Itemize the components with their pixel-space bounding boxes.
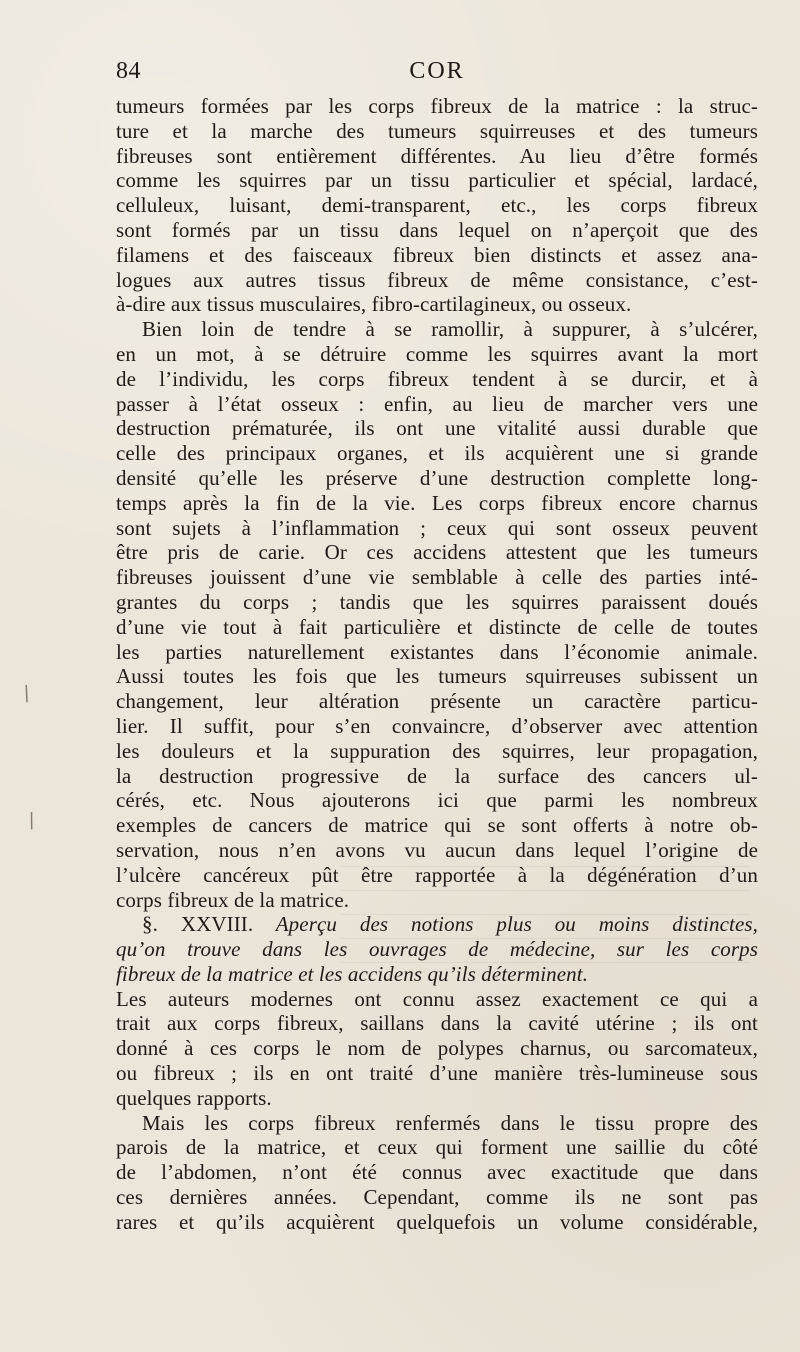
text-line: ces dernières années. Cependant, comme ils ne sont pas [116,1185,758,1210]
text-line: temps après la fin de la vie. Les corps fibreux encore charnus [116,490,758,515]
section-heading-line [116,912,758,937]
text-line: fibreuses sont entièrement différentes. Au lieu d’être formés [116,143,758,168]
text-line: sont sujets à l’inflammation ; ceux qui sont osseux peuvent [116,515,758,540]
body-text [116,94,758,1235]
text-line: tumeurs formées par les corps fibreux de la matrice : la struc- [116,94,758,118]
text-line: celle des principaux organes, et ils acquièrent une si grande [116,441,758,466]
text-line: la destruction progressive de la surface des cancers ul- [116,763,758,788]
text-line: grantes du corps ; tandis que les squirres paraissent doués [116,589,758,614]
text-line: les douleurs et la suppuration des squirres, leur propagation, [116,738,758,763]
text-line: ou fibreux ; ils en ont traité d’une manière très-lumineuse sous [116,1061,758,1086]
text-line: corps fibreux de la matrice. [116,887,350,912]
text-line: changement, leur altération présente un caractère particu- [116,689,758,714]
section-heading-text: Aperçu des notions plus ou moins distinctes, [275,912,758,937]
text-line: fibreuses jouissent d’une vie semblable à celle des parties inté- [116,565,758,590]
text-line: filamens et des faisceaux fibreux bien distincts et assez ana- [116,242,758,267]
section-mark: §. XXVIII. [142,912,254,937]
text-line: Les auteurs modernes ont connu assez exactement ce qui a [116,986,758,1011]
text-line: trait aux corps fibreux, saillans dans la cavité utérine ; ils ont [116,1011,758,1036]
text-line: exemples de cancers de matrice qui se sont offerts à notre ob- [116,813,758,838]
text-line: cérés, etc. Nous ajouterons ici que parmi les nombreux [116,788,758,813]
text-line: quelques rapports. [116,1085,272,1110]
page-header [116,58,758,88]
margin-mark: / [19,680,34,706]
text-line: celluleux, luisant, demi-transparent, etc., les corps fibreux [116,193,758,218]
text-line: Bien loin de tendre à se ramollir, à suppurer, à s’ulcérer, [142,317,758,342]
text-line: de l’individu, les corps fibreux tendent à se durcir, et à [116,366,758,391]
text-line: passer à l’état osseux : enfin, au lieu de marcher vers une [116,391,758,416]
text-line: comme les squirres par un tissu particulier et spécial, lardacé, [116,168,758,193]
text-line: densité qu’elle les préserve d’une destruction complette long- [116,465,758,490]
text-line: parois de la matrice, et ceux qui forment une saillie du côté [116,1135,758,1160]
section-heading-line: qu’on trouve dans les ouvrages de médecine, sur les corps [116,937,758,962]
running-title: COR [409,58,465,84]
text-line: d’une vie tout à fait particulière et distincte de celle de toutes [116,614,758,639]
text-line: rares et qu’ils acquièrent quelquefois un volume considérable, [116,1209,758,1234]
section-heading-line: fibreux de la matrice et les accidens qu’ils déterminent. [116,961,589,986]
margin-mark: / [24,807,39,833]
text-line: ture et la marche des tumeurs squirreuses et des tumeurs [116,118,758,143]
page-number: 84 [116,58,141,84]
text-line: logues aux autres tissus fibreux de même consistance, c’est- [116,267,758,292]
text-line: Mais les corps fibreux renfermés dans le tissu propre des [142,1110,758,1135]
text-line: à-dire aux tissus musculaires, fibro-cartilagineux, ou osseux. [116,292,632,317]
text-line: de l’abdomen, n’ont été connus avec exactitude que dans [116,1160,758,1185]
text-line: en un mot, à se détruire comme les squirres avant la mort [116,341,758,366]
text-line: servation, nous n’en avons vu aucun dans lequel l’origine de [116,837,758,862]
text-line: donné à ces corps le nom de polypes charnus, ou sarcomateux, [116,1036,758,1061]
text-line: Aussi toutes les fois que les tumeurs squirreuses subissent un [116,664,758,689]
text-line: les parties naturellement existantes dans l’économie animale. [116,639,758,664]
text-line: être pris de carie. Or ces accidens attestent que les tumeurs [116,540,758,565]
text-line: sont formés par un tissu dans lequel on n’aperçoit que des [116,217,758,242]
text-line: l’ulcère cancéreux pût être rapportée à la dégénération d’un [116,862,758,887]
text-line: lier. Il suffit, pour s’en convaincre, d’observer avec attention [116,713,758,738]
text-line: destruction prématurée, ils ont une vitalité aussi durable que [116,416,758,441]
